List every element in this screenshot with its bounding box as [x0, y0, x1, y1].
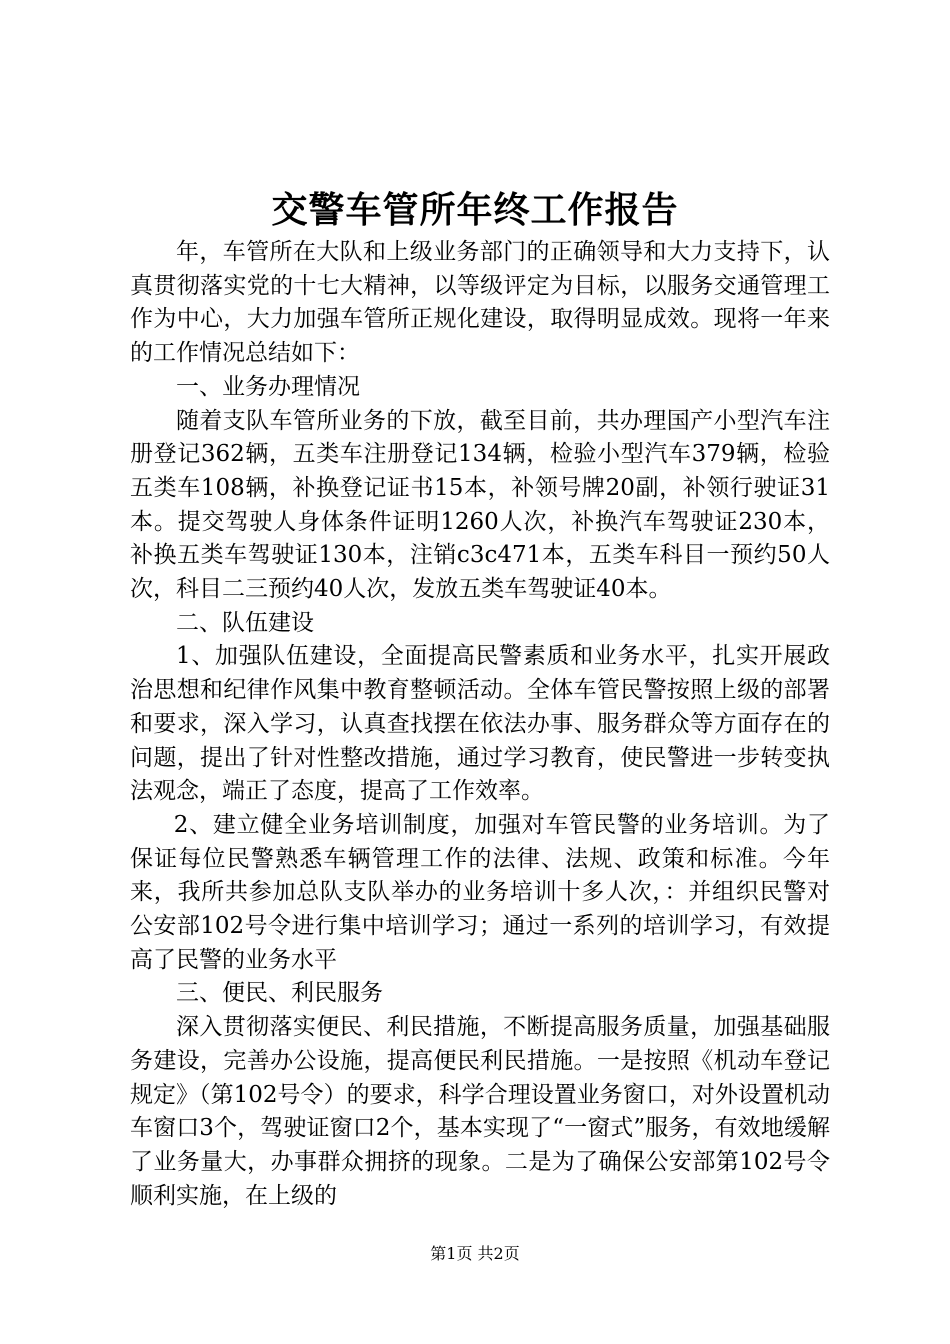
section-heading-team: 二、队伍建设 [176, 609, 314, 636]
document-title: 交警车管所年终工作报告 [271, 189, 679, 231]
document-body [130, 236, 830, 1213]
business-paragraph: 随着支队车管所业务的下放，截至目前，共办理国产小型汽车注册登记362辆，五类车注册登记134辆，检验小型汽车379辆，检验五类车108辆，补换登记证书15本，补领号牌20副，补领行驶证31本。提交驾驶人身体条件证明1260人次，补换汽车驾驶证230本，补换五类车驾驶证130本，注销c3c471本，五类车科目一预约50人次，科目二三预约40人次，发放五类车驾驶证40本。 [130, 407, 830, 603]
service-paragraph: 深入贯彻落实便民、利民措施，不断提高服务质量，加强基础服务建设，完善办公设施，提高便民利民措施。一是按照《机动车登记规定》（第102号令）的要求，科学合理设置业务窗口，对外设置机动车窗口3个，驾驶证窗口2个，基本实现了“一窗式”服务，有效地缓解了业务量大，办事群众拥挤的现象。二是为了确保公安部第102号令顺利实施，在上级的 [130, 1014, 830, 1209]
team-paragraph-1: 1、加强队伍建设，全面提高民警素质和业务水平，扎实开展政治思想和纪律作风集中教育整顿活动。全体车管民警按照上级的部署和要求，深入学习，认真查找摆在依法办事、服务群众等方面存在的问题，提出了针对性整改措施，通过学习教育，使民警进一步转变执法观念，端正了态度，提高了工作效率。 [130, 643, 830, 805]
section-heading-service: 三、便民、利民服务 [176, 980, 383, 1007]
intro-paragraph: 年，车管所在大队和上级业务部门的正确领导和大力支持下，认真贯彻落实党的十七大精神，以等级评定为目标，以服务交通管理工作为中心，大力加强车管所正规化建设，取得明显成效。现将一年来的工作情况总结如下： [130, 239, 830, 367]
section-heading-business: 一、业务办理情况 [176, 373, 360, 400]
page-footer: 第1页 共2页 [430, 1244, 520, 1263]
team-paragraph-2: 2、建立健全业务培训制度，加强对车管民警的业务培训。为了保证每位民警熟悉车辆管理工作的法律、法规、政策和标准。今年来，我所共参加总队支队举办的业务培训十多人次，：并组织民警对公安部102号令进行集中培训学习；通过一系列的培训学习，有效提高了民警的业务水平 [130, 811, 830, 973]
